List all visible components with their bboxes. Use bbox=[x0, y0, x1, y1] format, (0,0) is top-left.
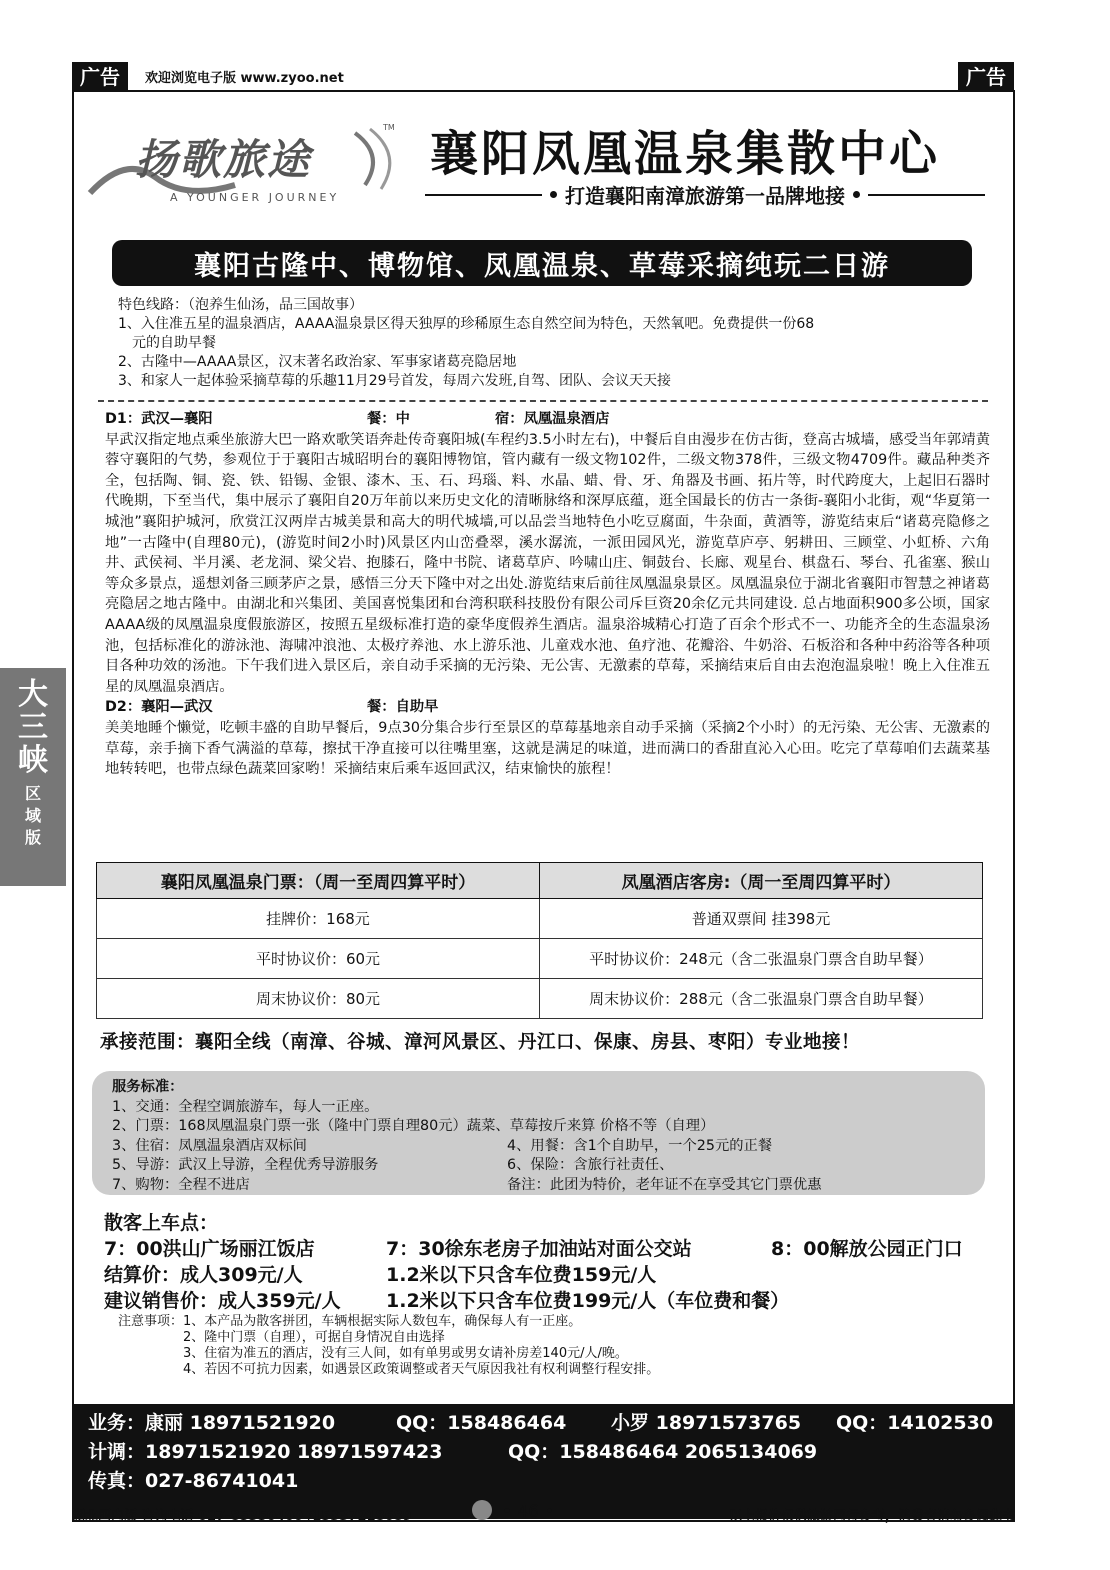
ad-label-left: 广告 bbox=[72, 62, 128, 92]
boarding-section bbox=[104, 1210, 994, 1314]
service-range: 承接范围：襄阳全线（南漳、谷城、漳河风景区、丹江口、保康、房县、枣阳）专业地接！ bbox=[100, 1032, 861, 1053]
table-header-row bbox=[97, 863, 983, 899]
day1-label: D1：武汉—襄阳 bbox=[105, 411, 213, 427]
service-item: 3、住宿：凤凰温泉酒店双标间 bbox=[112, 1137, 307, 1154]
logo-subtitle: A YOUNGER JOURNEY bbox=[170, 191, 340, 204]
page-title: 襄阳凤凰温泉集散中心 bbox=[430, 126, 941, 182]
features-title: 特色线路：（泡养生仙汤，品三国故事） bbox=[118, 297, 363, 313]
service-row bbox=[112, 1156, 985, 1176]
footer-left: 湖北国内版 咨询电话 027-85350400 /15337218689 bbox=[72, 1509, 412, 1524]
badge-icon bbox=[472, 1500, 492, 1520]
table-cell: 平时协议价：60元 bbox=[97, 939, 540, 979]
day2-header bbox=[105, 697, 990, 718]
feature-item: 3、和家人一起体验采摘草莓的乐趣11月29号首发，每周六发班,自驾、团队、会议天天接 bbox=[118, 373, 671, 389]
contact-row bbox=[88, 1438, 1013, 1467]
qq-contact: QQ：158486464 bbox=[396, 1412, 567, 1434]
service-row bbox=[112, 1137, 985, 1157]
features-list bbox=[118, 296, 998, 391]
tour-banner: 襄阳古隆中、博物馆、凤凰温泉、草莓采摘纯玩二日游 bbox=[112, 240, 972, 286]
subtitle-rule-left bbox=[425, 194, 542, 196]
page-subtitle bbox=[425, 180, 985, 209]
ad-label-right: 广告 bbox=[958, 62, 1014, 92]
service-item: 4、用餐：含1个自助早，一个25元的正餐 bbox=[507, 1137, 773, 1154]
itinerary bbox=[105, 409, 990, 780]
page-number: • 46 • bbox=[502, 1502, 555, 1522]
feature-item: 1、入住准五星的温泉酒店，AAAA温泉景区得天独厚的珍稀原生态自然空间为特色，天然氧吧。免费提供一份68 bbox=[118, 316, 815, 332]
biz-contact: 业务：康丽 18971521920 bbox=[88, 1412, 336, 1434]
table-cell: 普通双票间 挂398元 bbox=[540, 899, 983, 939]
column-header: 凤凰酒店客房:（周一至周四算平时） bbox=[540, 863, 983, 899]
logo-name: 扬歌旅途 bbox=[135, 135, 312, 184]
table-cell: 周末协议价：288元（含二张温泉门票含自助早餐） bbox=[540, 979, 983, 1019]
day1-meal: 餐：中 bbox=[367, 411, 410, 427]
day1-text: 早武汉指定地点乘坐旅游大巴一路欢歌笑语奔赴传奇襄阳城(车程约3.5小时左右)，中餐后自由漫步在仿古街，登高古城墙，感受当年郭靖黄蓉守襄阳的气势，参观位于于襄阳古城昭明台的襄阳博物馆，管内藏有一级文物102件，二级文物378件，三级文物4709件。藏品种类齐全，包括陶、铜、瓷、铁、铅锡、金银、漆木、玉、石、玛瑙、料、水晶、蜡、骨、牙、角器及书画、拓片等，时代跨度大，上起旧石器时代晚期，下至当代，集中展示了襄阳自20万年前以来历史文化的清晰脉络和深厚底蕴，逛全国最长的仿古一条街-襄阳小北街，观“华夏第一城池”襄阳护城河，欣赏江汉两岸古城美景和高大的明代城墙,可以品尝当地特色小吃豆腐面，牛杂面，黄酒等，游览结束后“诸葛亮隐修之地”一古隆中(自理80元)，(游览时间2小时)风景区内山峦叠翠，溪水潺流，一派田园风光，游览草庐亭、躬耕田、三顾堂、小虹桥、六角井、武侯祠、半月溪、老龙洞、梁父岩、抱膝石，隆中书院、诸葛草庐、吟啸山庄、铜鼓台、长廊、观星台、棋盘石、琴台、孔雀塞、猴山等众多景点，遥想刘备三顾茅庐之景，感悟三分天下隆中对之出处.游览结束后前往凤凰温泉景区。凤凰温泉位于湖北省襄阳市智慧之神诸葛亮隐居之地古隆中。由湖北和兴集团、美国喜悦集团和台湾积联科技股份有限公司斥巨资20余亿元共同建设. 总占地面积900多公顷，国家AAAA级的凤凰温泉度假旅游区，按照五星级标准打造的豪华度假养生酒店。温泉浴城精心打造了百余个形式不一、功能齐全的生态温泉汤池，包括标准化的游泳池、海啸冲浪池、太极疗养池、水上游乐池、儿童戏水池、鱼疗池、花瓣浴、牛奶浴、石板浴和各种中药浴等各种项目各种功效的汤池。下午我们进入景区后，亲自动手采摘的无污染、无公害、无激素的草莓，采摘结束后自由去泡泡温泉啦！晚上入住准五星的凤凰温泉酒店。 bbox=[105, 431, 990, 695]
service-item: 6、保险：含旅行社责任、 bbox=[507, 1157, 674, 1173]
side-tab-char: 三 bbox=[18, 710, 48, 745]
service-title: 服务标准： bbox=[112, 1079, 184, 1095]
subtitle-rule-right bbox=[868, 194, 985, 196]
table-row bbox=[97, 939, 983, 979]
suggest-price-row bbox=[104, 1288, 994, 1314]
boarding-point: 7：30徐东老房子加油站对面公交站 bbox=[386, 1238, 692, 1260]
side-tab-char: 域 bbox=[24, 806, 41, 825]
boarding-point: 7：00洪山广场丽江饭店 bbox=[104, 1238, 315, 1260]
side-tab-char: 版 bbox=[24, 828, 41, 847]
day1-stay: 宿：凤凰温泉酒店 bbox=[495, 411, 610, 427]
day1-header bbox=[105, 409, 990, 430]
side-tab-char: 大 bbox=[18, 677, 48, 712]
feature-item: 元的自助早餐 bbox=[118, 335, 216, 351]
logo bbox=[85, 115, 405, 210]
qq-contact: QQ：14102530 bbox=[836, 1412, 994, 1434]
day2-meal: 餐：自助早 bbox=[367, 699, 439, 716]
bullet-icon bbox=[550, 191, 557, 198]
settle-price-row bbox=[104, 1262, 994, 1288]
boarding-points bbox=[104, 1236, 994, 1262]
suggest-child-price: 1.2米以下只含车位费199元/人（车位费和餐） bbox=[386, 1290, 790, 1312]
suggest-price: 建议销售价：成人359元/人 bbox=[104, 1290, 341, 1312]
subtitle-text: 打造襄阳南漳旅游第一品牌地接 bbox=[565, 184, 845, 208]
table-row bbox=[97, 899, 983, 939]
table-row bbox=[97, 979, 983, 1019]
service-standards bbox=[92, 1071, 985, 1195]
fax-contact: 传真：027-86741041 bbox=[88, 1470, 299, 1492]
note-item: 2、隆中门票（自理），可据自身情况自由选择 bbox=[118, 1330, 445, 1345]
qq-contact: QQ：158486464 2065134069 bbox=[508, 1441, 818, 1463]
xiaoluo-contact: 小罗 18971573765 bbox=[611, 1412, 802, 1434]
dashed-divider bbox=[98, 400, 988, 402]
column-header: 襄阳凤凰温泉门票：（周一至周四算平时） bbox=[97, 863, 540, 899]
price-table bbox=[96, 862, 983, 1019]
service-item: 1、交通：全程空调旅游车，每人一正座。 bbox=[112, 1098, 379, 1115]
region-side-tab bbox=[0, 668, 66, 886]
service-item: 2、门票：168凤凰温泉门票一张（隆中门票自理80元）蔬菜、草莓按斤来算 价格不等（自理） bbox=[112, 1118, 715, 1134]
table-cell: 周末协议价：80元 bbox=[97, 979, 540, 1019]
boarding-title: 散客上车点： bbox=[104, 1212, 219, 1234]
note-item: 4、若因不可抗力因素，如遇景区政策调整或者天气原因我社有权利调整行程安排。 bbox=[118, 1362, 660, 1377]
service-item: 备注：此团为特价，老年证不在享受其它门票优惠 bbox=[507, 1176, 822, 1193]
boarding-point: 8：00解放公园正门口 bbox=[771, 1238, 963, 1260]
table-cell: 平时协议价：248元（含二张温泉门票含自助早餐） bbox=[540, 939, 983, 979]
feature-item: 2、古隆中—AAAA景区，汉末著名政治家、军事家诸葛亮隐居地 bbox=[118, 354, 517, 370]
welcome-text[interactable]: 欢迎浏览电子版 www.zyoo.net bbox=[145, 71, 344, 86]
bullet-icon bbox=[853, 191, 860, 198]
notes bbox=[118, 1314, 659, 1378]
service-item: 5、导游：武汉上导游，全程优秀导游服务 bbox=[112, 1157, 379, 1173]
footer-right: 以上报价仅供旅游同行参考，消费者请勿参阅此书 bbox=[728, 1509, 1015, 1524]
settle-child-price: 1.2米以下只含车位费159元/人 bbox=[386, 1264, 657, 1286]
service-item: 7、购物：全程不进店 bbox=[112, 1176, 250, 1193]
contact-row bbox=[88, 1409, 1013, 1438]
note-item: 注意事项：1、本产品为散客拼团，车辆根据实际人数包车，确保每人有一正座。 bbox=[118, 1314, 582, 1329]
table-cell: 挂牌价：168元 bbox=[97, 899, 540, 939]
side-tab-char: 峡 bbox=[18, 743, 48, 778]
day2-label: D2：襄阳—武汉 bbox=[105, 699, 213, 716]
logo-tm: TM bbox=[383, 123, 395, 132]
settle-price: 结算价：成人309元/人 bbox=[104, 1264, 303, 1286]
note-item: 3、住宿为准五的酒店，没有三人间，如有单男或男女请补房差140元/人/晚。 bbox=[118, 1346, 628, 1361]
service-row bbox=[112, 1176, 985, 1196]
day2-text: 美美地睡个懒觉，吃顿丰盛的自助早餐后，9点30分集合步行至景区的草莓基地亲自动手采摘（采摘2个小时）的无污染、无公害、无激素的草莓，亲手摘下香气满溢的草莓，擦拭干净直接可以往嘴里塞，这就是满足的味道，进而满口的香甜直沁入心田。吃完了草莓咱们去蔬菜基地转转吧，也带点绿色蔬菜回家哟！采摘结束后乘车返回武汉，结束愉快的旅程！ bbox=[105, 719, 990, 778]
dispatch-contact: 计调：18971521920 18971597423 bbox=[88, 1441, 443, 1463]
side-tab-char: 区 bbox=[24, 784, 41, 803]
